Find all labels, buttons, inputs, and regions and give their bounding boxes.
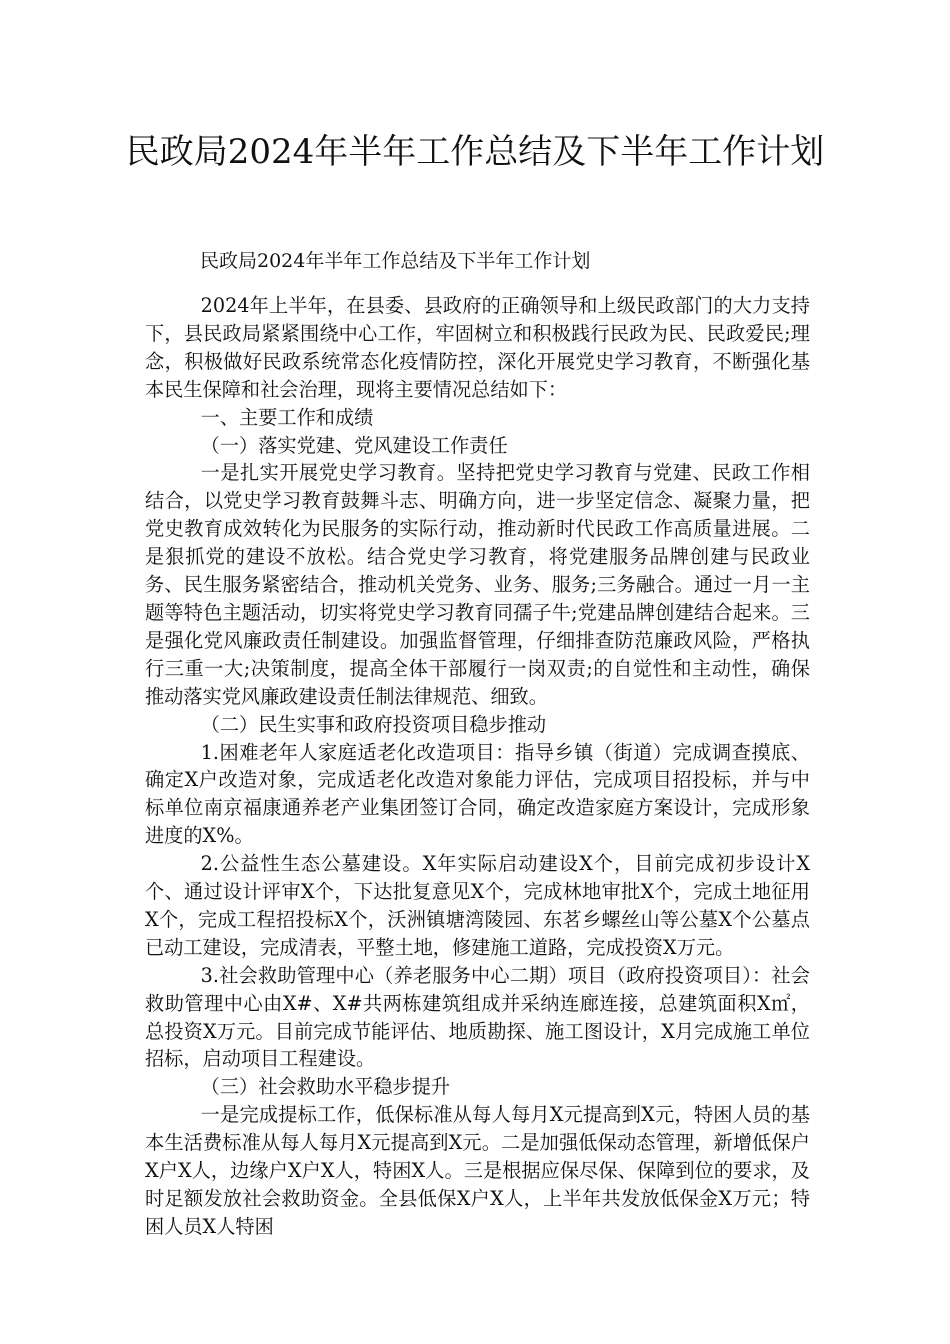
paragraph-item-3: 3.社会救助管理中心（养老服务中心二期）项目（政府投资项目）：社会救助管理中心由X#、X#共两栋建筑组成并采纳连廊连接，总建筑面积X㎡，总投资X万元。目前完成节能评估、地质勘探、施工图设计，X月完成施工单位招标，启动项目工程建设。 [145, 963, 810, 1071]
subsection-heading-3: （三）社会救助水平稳步提升 [200, 1075, 451, 1099]
document-subtitle: 民政局2024年半年工作总结及下半年工作计划 [200, 250, 591, 272]
document-body [145, 292, 810, 1241]
subsection-heading-1: （一）落实党建、党风建设工作责任 [200, 433, 508, 457]
paragraph-item-1: 1.困难老年人家庭适老化改造项目：指导乡镇（街道）完成调查摸底、确定X户改造对象，完成适老化改造对象能力评估，完成项目招投标，并与中标单位南京福康通养老产业集团签订合同，确定改造家庭方案设计，完成形象进度的X%。 [145, 740, 810, 848]
subsection-heading-2: （二）民生实事和政府投资项目稳步推动 [200, 712, 547, 736]
paragraph-intro: 2024年上半年，在县委、县政府的正确领导和上级民政部门的大力支持下，县民政局紧紧围绕中心工作，牢固树立和积极践行民政为民、民政爱民;理念，积极做好民政系统常态化疫情防控，深化开展党史学习教育，不断强化基本民生保障和社会治理，现将主要情况总结如下： [145, 294, 810, 401]
paragraph-item-2: 2.公益性生态公墓建设。X年实际启动建设X个，目前完成初步设计X个、通过设计评审X个，下达批复意见X个，完成林地审批X个，完成土地征用X个，完成工程招投标X个，沃洲镇塘湾陵园、东茗乡螺丝山等公墓X个公墓点已动工建设，完成清表，平整土地，修建施工道路，完成投资X万元。 [145, 852, 810, 959]
section-heading-1: 一、主要工作和成绩 [200, 405, 374, 429]
document-title: 民政局2024年半年工作总结及下半年工作计划 [125, 132, 825, 172]
paragraph-social-assistance: 一是完成提标工作，低保标准从每人每月X元提高到X元，特困人员的基本生活费标准从每人每月X元提高到X元。二是加强低保动态管理，新增低保户X户X人，边缘户X户X人，特困X人。三是根据应保尽保、保障到位的要求，及时足额发放社会救助资金。全县低保X户X人，上半年共发放低保金X万元；特困人员X人特困 [145, 1103, 810, 1238]
paragraph-party-building: 一是扎实开展党史学习教育。坚持把党史学习教育与党建、民政工作相结合，以党史学习教育鼓舞斗志、明确方向，进一步坚定信念、凝聚力量，把党史教育成效转化为民服务的实际行动，推动新时代民政工作高质量进展。二是狠抓党的建设不放松。结合党史学习教育，将党建服务品牌创建与民政业务、民生服务紧密结合，推动机关党务、业务、服务;三务融合。通过一月一主题等特色主题活动，切实将党史学习教育同孺子牛;党建品牌创建结合起来。三是强化党风廉政责任制建设。加强监督管理，仔细排查防范廉政风险，严格执行三重一大;决策制度，提高全体干部履行一岗双责;的自觉性和主动性，确保推动落实党风廉政建设责任制法律规范、细致。 [145, 461, 810, 708]
